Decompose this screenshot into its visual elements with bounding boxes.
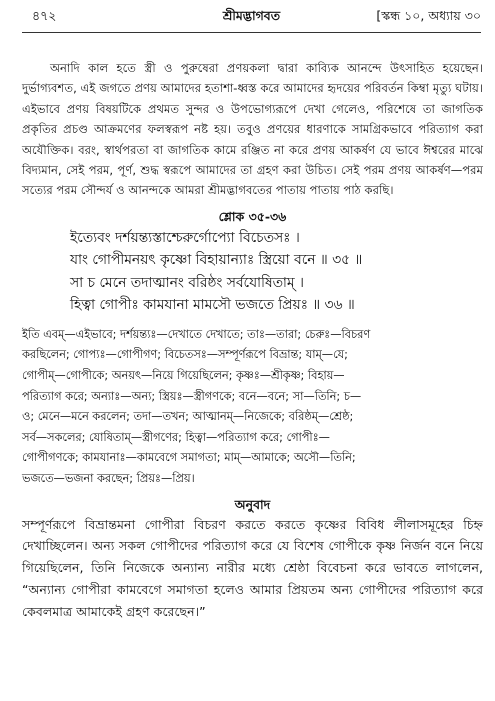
translation-block <box>22 514 483 623</box>
section-label: [স্কন্ধ ১০, অধ্যায় ৩০ <box>376 8 481 23</box>
verse-block <box>22 227 483 317</box>
page-number: ৪৭২ <box>32 8 57 23</box>
header-rule <box>22 32 481 33</box>
synonyms-line: গোপীম্—গোপীকে; অনয়ৎ—নিয়ে গিয়েছিলেন; কৃষ্ণঃ—শ্রীকৃষ্ণ; বিহায়— <box>22 369 345 383</box>
translation-heading: অনুবাদ <box>234 496 271 512</box>
synonyms-line: করছিলেন; গোপ্যঃ—গোপীগণ; বিচেতসঃ—সম্পূর্ণরূপে বিভ্রান্ত; যাম্—যে; <box>22 348 348 362</box>
synonyms-line: ইতি এবম্—এইভাবে; দর্শয়ন্ত্যঃ—দেখাতে দেখাতে; তাঃ—তারা; চেরুঃ—বিচরণ <box>22 327 371 341</box>
page-body <box>22 58 483 623</box>
book-title: শ্রীমদ্ভাগবত <box>222 8 281 23</box>
purport-paragraph: অনাদি কাল হতে স্ত্রী ও পুরুষেরা প্রণয়কলা দ্বারা কাব্যিক আনন্দে উৎসাহিত হয়েছেন। দুর্ভাগ্যবশত, এই জগতে প্রণয় আমাদের হতাশা-ধ্বস্ত করে আমাদের হৃদয়ের পরিবর্তন কিম্বা মৃত্যু ঘটায়। এইভাবে প্রণয় বিষয়টিকে প্রথমত সুন্দর ও উপভোগ্যরূপে দেখা গেলেও, পরিশেষে তা জাগতিক প্রকৃতির প্রচণ্ড আক্রমণের ফলস্বরূপ নষ্ট হয়। তবুও প্রণয়ের ধারণাকে সামগ্রিকভাবে পরিত্যাগ করা অযৌক্তিক। বরং, স্বার্থপরতা বা জাগতিক কামে রঞ্জিত না করে প্রণয় আকর্ষণ যে ভাবে ঈশ্বরের মাঝে বিদ্যমান, সেই পরম, পূর্ণ, শুদ্ধ স্বরূপে আমাদের তা গ্রহণ করা উচিত। সেই পরম প্রণয় আকর্ষণ—পরম সত্যের পরম সৌন্দর্য ও আনন্দকে আমরা শ্রীমদ্ভাগবতের পাতায় পাতায় পাঠ করছি। <box>22 61 483 198</box>
verse-line: ইত্যেবং দর্শয়ন্ত্যস্তাশ্চেরুর্গোপ্যো বিচেতসঃ । <box>70 229 300 246</box>
synonyms-line: গোপীগণকে; কামযানাঃ—কামবেগে সমাগতা; মাম্—আমাকে; অসৌ—তিনি; <box>22 451 356 465</box>
running-header <box>22 8 481 30</box>
verse-line: যাং গোপীমনয়ৎ কৃষ্ণো বিহায়ান্যাঃ স্ত্রিয়ো বনে ॥ ৩৫ ॥ <box>70 252 363 269</box>
translation-paragraph: সম্পূর্ণরূপে বিভ্রান্তমনা গোপীরা বিচরণ করতে করতে কৃষ্ণের বিবিধ লীলাসমূহের চিহ্ন দেখাচ্ছিলেন। অন্য সকল গোপীদের পরিত্যাগ করে যে বিশেষ গোপীকে কৃষ্ণ নির্জন বনে নিয়ে গিয়েছিলেন, তিনি নিজেকে অন্যান্য নারীর মধ্যে শ্রেষ্ঠা বিবেচনা করে ভাবতে লাগলেন, “অন্যান্য গোপীরা কামবেগে সমাগতা হলেও আমার প্রিয়তম অন্য গোপীদের পরিত্যাগ করে কেবলমাত্র আমাকেই গ্রহণ করেছেন।” <box>22 516 483 619</box>
verse-line: হিত্বা গোপীঃ কামযানা মামসৌ ভজতে প্রিয়ঃ ॥ ৩৬ ॥ <box>70 297 355 314</box>
verse-line: সা চ মেনে তদাত্মানং বরিষ্ঠং সর্বযোষিতাম্ । <box>70 274 304 291</box>
synonyms-line: পরিত্যাগ করে; অন্যাঃ—অন্য; স্ত্রিয়ঃ—স্ত্রীগণকে; বনে—বনে; সা—তিনি; চ— <box>22 389 362 403</box>
synonyms-block <box>22 325 483 490</box>
synonyms-line: ভজতে—ভজনা করছেন; প্রিয়ঃ—প্রিয়। <box>22 472 195 485</box>
synonyms-line: সর্ব—সকলের; যোষিতাম্—স্ত্রীগণের; হিত্বা—পরিত্যাগ করে; গোপীঃ— <box>22 430 330 444</box>
synonyms-line: ও; মেনে—মনে করলেন; তদা—তখন; আত্মানম্—নিজেকে; বরিষ্ঠম্—শ্রেষ্ঠ; <box>22 410 354 424</box>
shloka-title: শ্লোক ৩৫-৩৬ <box>218 208 287 224</box>
